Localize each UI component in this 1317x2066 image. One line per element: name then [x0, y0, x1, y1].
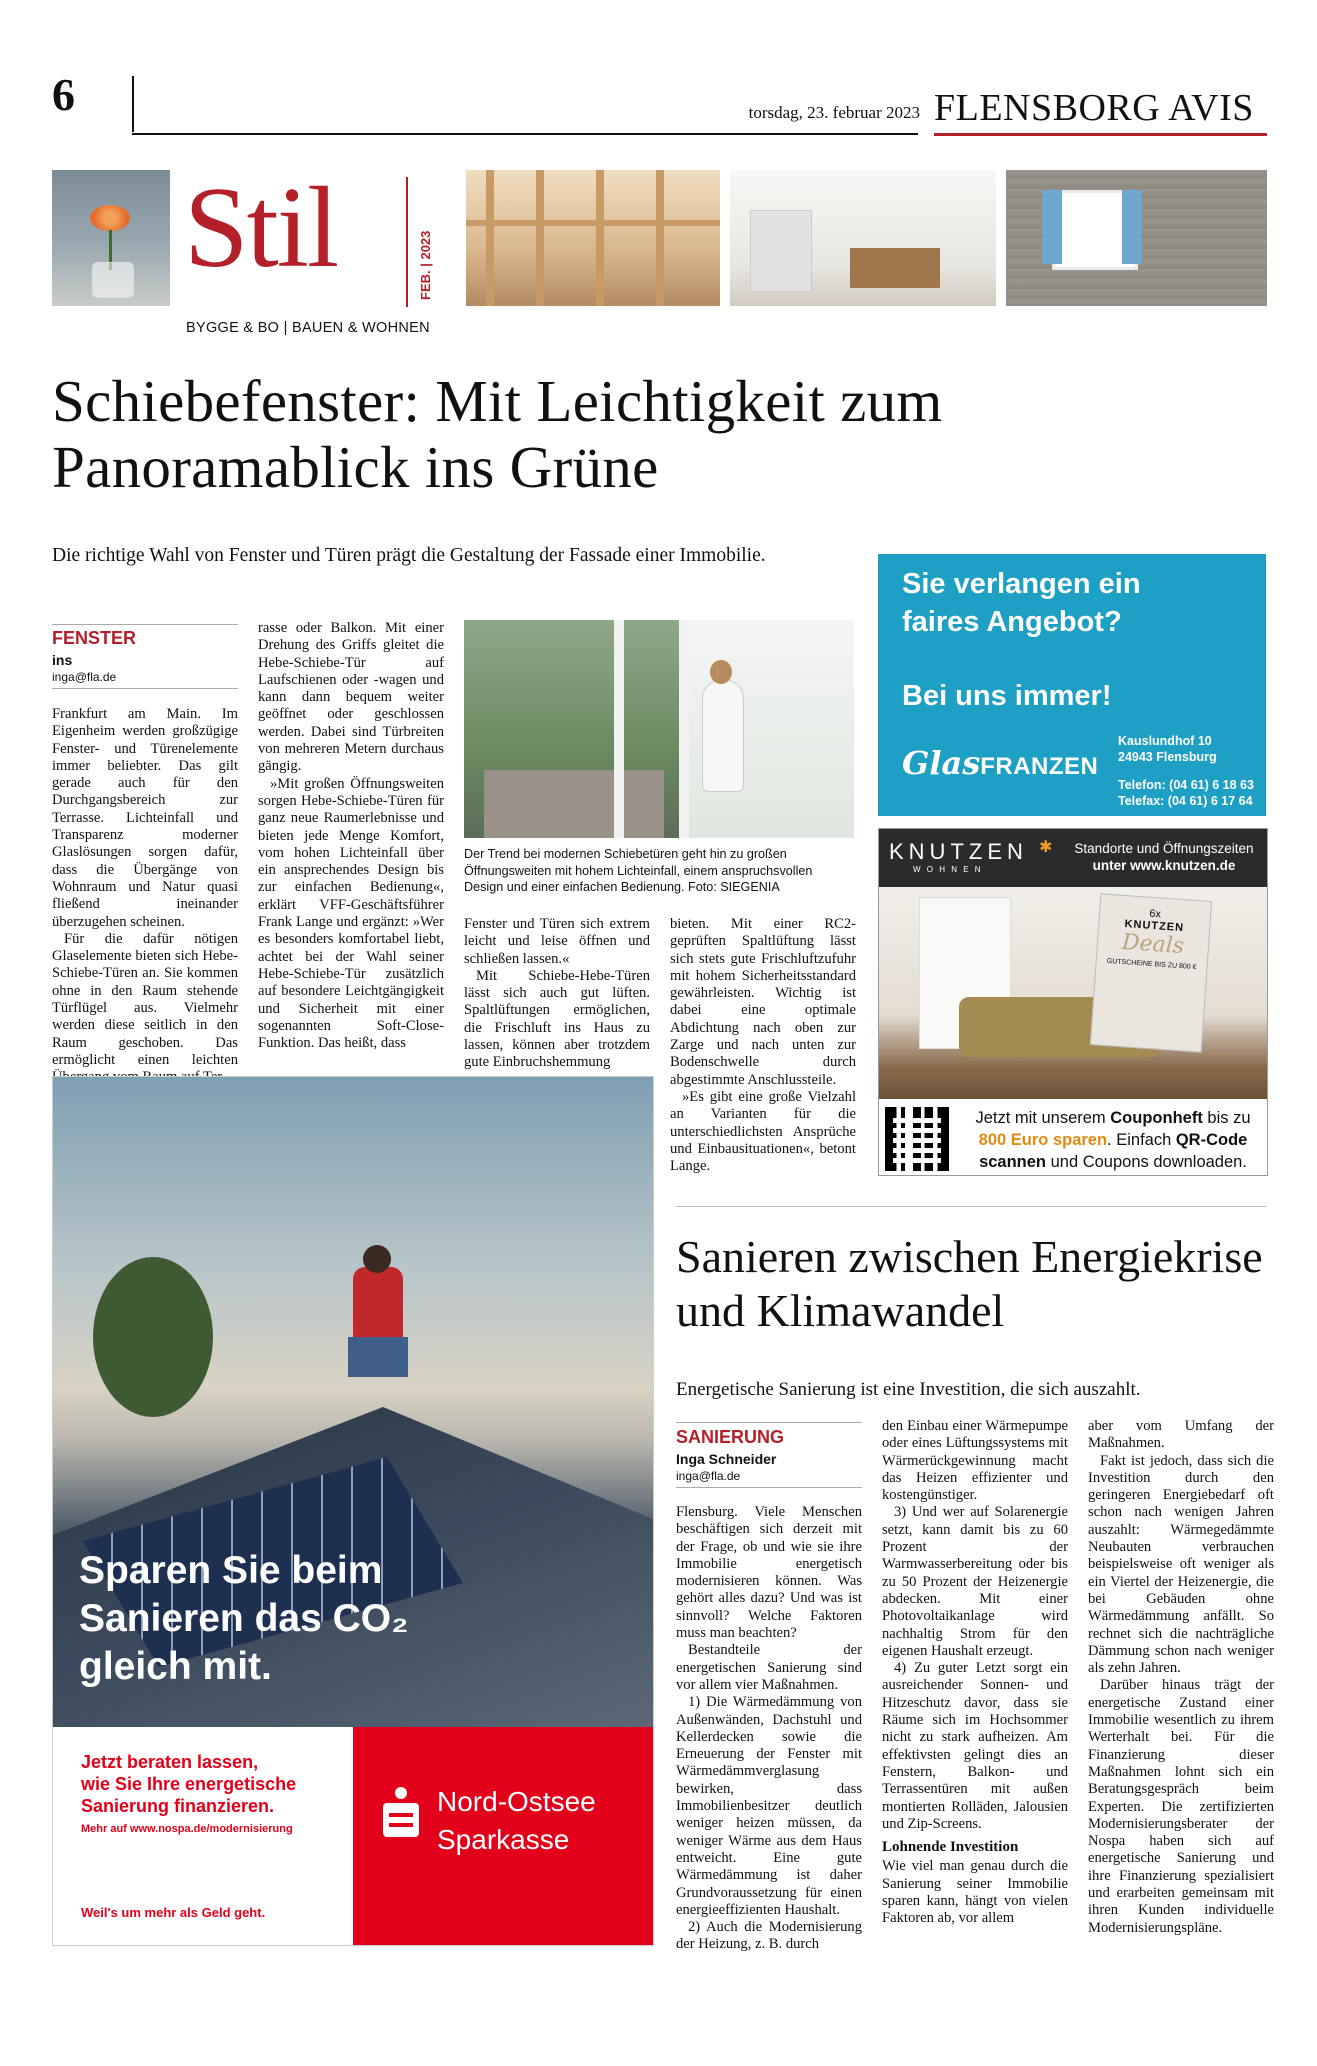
ad-glasfranzen[interactable]	[878, 554, 1266, 816]
ad-sparkasse[interactable]	[52, 1076, 654, 1946]
article2-kicker: SANIERUNG	[676, 1427, 785, 1447]
article2-col1-paragraph: Flensburg. Viele Menschen beschäftigen sich derzeit mit der Frage, ob und wie sie ihre Immobilie energetisch modernisieren können. Was gehört alles dazu? Und was ist sinnvoll? Welche Faktoren muss man beachten?	[676, 1504, 862, 1642]
ad-sparkasse-cta-line: wie Sie Ihre energetische	[81, 1774, 297, 1794]
article1-col1-paragraph: Frankfurt am Main. Im Eigenheim werden großzügige Fenster- und Türenelemente immer beliebter. Das gilt gerade auch für den Durchgangsbereich zur Terrasse. Lichteinfall und Transparenz moderner Glaslösungen sorgen dafür, dass die Übergänge von Wohnraum und Natur quasi fließend ineinander überzugehen scheinen.	[52, 706, 238, 930]
article2-col3-paragraph: Darüber hinaus trägt der energetische Zustand einer Immobilie wesentlich zu ihrem Werterhalt bei. Für die Finanzierung dieser Maßnahmen lohnt sich ein Beratungsgespräch beim Experten. Die zertifizierten Modernisierungsberater der Nospa haben sich auf energetische Sanierung und ihre Finanzierung spezialisiert und erarbeiten gemeinsam mit ihren Kunden individuelle Modernisierungspläne.	[1088, 1677, 1274, 1936]
article2-col1-paragraph: 2) Auch die Modernisierung der Heizung, z. B. durch	[676, 1919, 862, 1953]
ad-knutzen-text-part: bis zu	[1202, 1109, 1251, 1127]
article2-col1-paragraph: Bestandteile der energetischen Sanierung sind vor allem vier Maßnahmen.	[676, 1642, 862, 1693]
header-divider-vertical	[132, 76, 134, 132]
article2-col2-paragraph: den Einbau einer Wärmepumpe oder eines Lüftungssystems mit Wärmerückgewinnung macht das Heizen effizienter und kostengünstiger.	[882, 1418, 1068, 1504]
article2-lead: Energetische Sanierung ist eine Investition, die sich auszahlt.	[676, 1379, 1141, 1400]
ad-sparkasse-headline	[79, 1547, 408, 1691]
article1-col4-paragraph: bieten. Mit einer RC2-geprüften Spaltlüftung lässt sich stets gute Frischluftzufuhr mit hohem Sicherheitsstandard gewährleisten. Wichtig ist dabei eine optimale Abdichtung nach oben zur Zarge und nach unten zur Bodenschwelle durch abgestimmte Anschlussteile.	[670, 916, 856, 1088]
article1-author: ins	[52, 652, 73, 668]
ad-glasfranzen-city: 24943 Flensburg	[1118, 750, 1217, 764]
ad-glasfranzen-line: Sie verlangen ein	[902, 568, 1141, 600]
article1-col4-paragraph: »Es gibt eine große Vielzahl an Varianten für die unterschiedlichsten Ansprüche und Einbausituationen«, betont Lange.	[670, 1088, 856, 1175]
article1-column-3	[464, 916, 650, 1072]
article2-column-1	[676, 1504, 862, 1954]
ad-sparkasse-url[interactable]: Mehr auf www.nospa.de/modernisierung	[81, 1823, 293, 1835]
article1-column-4	[670, 916, 856, 1175]
article2-author: Inga Schneider	[676, 1451, 777, 1467]
banner-photo-framing	[466, 170, 720, 306]
ad-knutzen[interactable]	[878, 828, 1268, 1176]
article1-col2-paragraph: »Mit großen Öffnungsweiten sorgen Hebe-Schiebe-Türen für ganz neue Raumerlebnisse und bieten jede Menge Komfort, vom hohen Lichteinfall über ein ansprechendes Design bis zur einfachen Bedienung«, erklärt VFF-Geschäftsführer Frank Lange und ergänzt: »Wer es besonders komfortabel liebt, achtet bei der Wahl seiner Hebe-Schiebe-Tür zusätzlich auf besondere Leichtgängigkeit und Sicherheit mit einer sogenannten Soft-Close-Funktion. Das heißt, dass	[258, 775, 444, 1052]
article1-lead: Die richtige Wahl von Fenster und Türen prägt die Gestaltung der Fassade einer Immobilie.	[52, 545, 766, 566]
section-subtitle: BYGGE & BO | BAUEN & WOHNEN	[186, 320, 430, 336]
ad-glasfranzen-logo-bold: FRANZEN	[980, 753, 1099, 780]
section-title-rule	[406, 177, 408, 307]
article2-kicker-rule-bottom	[676, 1487, 862, 1488]
ad-knutzen-url: unter www.knutzen.de	[1092, 858, 1236, 873]
ad-knutzen-info: Standorte und Öffnungszeiten	[1074, 841, 1254, 856]
banner-photo-wooden-wall	[1006, 170, 1267, 306]
article2-subheading: Lohnende Investition	[882, 1839, 1019, 1856]
paper-logo-text: FLENSBORG	[934, 87, 1169, 129]
ad-knutzen-coupon-script: Deals	[1121, 929, 1185, 960]
article1-email: inga@fla.de	[52, 670, 117, 684]
ad-knutzen-coupon-small: GUTSCHEINE BIS ZU 800 €	[1106, 957, 1197, 972]
ad-sparkasse-cta-line: Jetzt beraten lassen,	[81, 1752, 259, 1772]
ad-glasfranzen-phone: Telefon: (04 61) 6 18 63	[1118, 778, 1254, 792]
article1-col2-paragraph: rasse oder Balkon. Mit einer Drehung des Griffs gleitet die Hebe-Schiebe-Tür auf Laufschienen oder -wagen und kann dann bequem weiter geöffnet oder geschlossen werden. Dabei sind Türbreiten von mehreren Metern durchaus gängig.	[258, 620, 444, 775]
issue-date: torsdag, 23. februar 2023	[748, 103, 920, 122]
ad-knutzen-star-icon: ✱	[1039, 839, 1053, 856]
ad-knutzen-coupon-count: 6x	[1148, 907, 1162, 921]
ad-sparkasse-brand	[437, 1783, 596, 1859]
ad-knutzen-brand: KNUTZEN	[889, 839, 1028, 864]
ad-sparkasse-brand-line: Sparkasse	[437, 1824, 570, 1855]
sparkasse-logo-icon	[383, 1787, 419, 1837]
article2-col2-paragraph: 4) Zu guter Letzt sorgt ein ausreichender Sonnen- und Hitzeschutz davor, dass sie Räume sich im Hochsommer nicht zu stark aufheizen. Am effektivsten gelingt dies an Fenstern, Balkon- und Terrassentüren mit außen montierten Rolläden, Jalousien und Zip-Screens.	[882, 1660, 1068, 1832]
ad-sparkasse-headline-line: Sparen Sie beim	[79, 1549, 383, 1592]
ad-knutzen-text-part: . Einfach	[1107, 1131, 1176, 1149]
article2-headline: Sanieren zwischen Energiekrise und Klimawandel	[676, 1231, 1263, 1336]
section-title: Stil	[184, 164, 338, 292]
article1-photo-caption: Der Trend bei modernen Schiebetüren geht hin zu großen Öffnungsweiten mit hohem Lichteinfall, einem anspruchsvollen Design und einer einfachen Bedienung. Foto: SIEGENIA	[464, 847, 813, 895]
ad-knutzen-text-part: Couponheft	[1110, 1109, 1203, 1127]
ad-knutzen-text-part: scannen	[979, 1153, 1047, 1171]
article2-top-rule	[676, 1206, 1266, 1207]
banner-photo-flower	[52, 170, 170, 306]
paper-logo	[934, 86, 1254, 130]
ad-knutzen-room-photo	[879, 887, 1267, 1099]
article1-col3-paragraph: Mit Schiebe-Hebe-Türen lässt sich auch gut lüften. Spaltlüftungen ermöglichen, die Frischluft ins Haus zu lassen, können aber trotzdem gute Einbruchshemmung	[464, 967, 650, 1071]
banner-photo-kitchen	[730, 170, 996, 306]
ad-knutzen-text-part: QR-Code	[1175, 1131, 1248, 1149]
page-number: 6	[52, 69, 75, 120]
ad-knutzen-text-part: und Coupons downloaden.	[1046, 1153, 1247, 1171]
ad-knutzen-text-part: Jetzt mit unserem	[975, 1109, 1111, 1127]
article1-col3-paragraph: Fenster und Türen sich extrem leicht und leise öffnen und schließen lassen.«	[464, 916, 650, 967]
article1-column-1	[52, 706, 238, 1087]
ad-sparkasse-headline-line: Sanieren das CO₂	[79, 1597, 409, 1640]
ad-knutzen-header	[879, 829, 1267, 887]
article1-kicker-rule-bottom	[52, 688, 238, 689]
ad-sparkasse-cta	[81, 1751, 296, 1817]
article1-col1-paragraph: Für die dafür nötigen Glaselemente bieten sich Hebe-Schiebe-Türen an. Sie kommen ohne in den Raum stehende Türflügel aus. Vielmehr werden diese seitlich in den Raum geschoben. Das ermöglicht einen leichten	[52, 930, 238, 1068]
article1-kicker: FENSTER	[52, 628, 137, 648]
article2-col3-paragraph: aber vom Umfang der Maßnahmen.	[1088, 1418, 1274, 1452]
ad-sparkasse-cta-line: Sanierung finanzieren.	[81, 1796, 275, 1816]
ad-knutzen-coupon-booklet	[1090, 893, 1212, 1052]
ad-glasfranzen-logo	[902, 744, 1098, 782]
ad-knutzen-text-highlight: 800 Euro sparen	[978, 1131, 1108, 1149]
article2-col2-paragraph: Wie viel man genau durch die Sanierung seiner Immobilie sparen kann, hängt von vielen Faktoren ab, vor allem	[882, 1858, 1068, 1927]
ad-sparkasse-headline-line: gleich mit.	[79, 1645, 272, 1688]
ad-glasfranzen-fax: Telefax: (04 61) 6 17 64	[1118, 794, 1253, 808]
article1-headline: Schiebefenster: Mit Leichtigkeit zum Panoramablick ins Grüne	[52, 368, 943, 500]
article1-photo-sliding-door	[464, 620, 854, 838]
ad-glasfranzen-line: faires Angebot?	[902, 606, 1122, 638]
ad-glasfranzen-line: Bei uns immer!	[902, 680, 1112, 712]
ad-knutzen-coupon-brand: KNUTZEN	[1124, 918, 1185, 935]
paper-logo-underline	[934, 133, 1267, 136]
header-rule	[132, 133, 918, 135]
article1-kicker-rule	[52, 624, 238, 625]
ad-glasfranzen-street: Kauslundhof 10	[1118, 734, 1212, 748]
ad-sparkasse-brand-line: Nord-Ostsee	[437, 1786, 596, 1817]
article2-col1-paragraph: 1) Die Wärmedämmung von Außenwänden, Dachstuhl und Kellerdecken sowie die Erneuerung der Fenster mit Wärmedämmverglasung bewirken, dass Immobilienbesitzer deutlich weniger heizen müssen, da weniger Wärme aus dem Haus entweicht. Eine gute Wärmedämmung ist daher Grundvoraussetzung für einen energieeffizienten Haushalt.	[676, 1694, 862, 1918]
article2-col2-paragraph: 3) Und wer auf Solarenergie setzt, kann damit bis zu 60 Prozent der Warmwasserbereitung oder bis zu 50 Prozent der Heizenergie abdecken. Mit einer Photovoltaikanlage wird nachhaltig Strom für den eigenen Haushalt erzeugt.	[882, 1504, 1068, 1659]
ad-sparkasse-cta-panel	[53, 1727, 353, 1945]
ad-knutzen-text	[963, 1107, 1263, 1173]
article2-column-2	[882, 1418, 1068, 1928]
ad-knutzen-brand-sub: W O H N E N	[913, 865, 983, 874]
article2-col3-paragraph: Fakt ist jedoch, dass sich die Investition durch den geringeren Energiebedarf oft schon nach wenigen Jahren auszahlt: Wärmegedämmte Neubauten verbrauchen beispielsweise oft weniger als ein Viertel der Heizenergie, die bei Gebäuden ohne Wärmedämmung anfällt. So rechnet sich die nachträgliche Dämmung schon nach weniger als zehn Jahren.	[1088, 1452, 1274, 1677]
ad-sparkasse-slogan: Weil's um mehr als Geld geht.	[81, 1905, 266, 1920]
article2-column-3	[1088, 1418, 1274, 1937]
article1-column-2	[258, 620, 444, 1052]
ad-glasfranzen-logo-script: Glas	[902, 744, 981, 782]
paper-logo-text-2: AVIS	[1168, 87, 1254, 129]
article2-email: inga@fla.de	[676, 1469, 741, 1483]
ad-sparkasse-brand-panel	[353, 1727, 653, 1945]
ad-knutzen-qr-code[interactable]	[885, 1107, 949, 1171]
article2-kicker-rule	[676, 1422, 862, 1423]
section-date-vertical: FEB. | 2023	[418, 230, 433, 300]
